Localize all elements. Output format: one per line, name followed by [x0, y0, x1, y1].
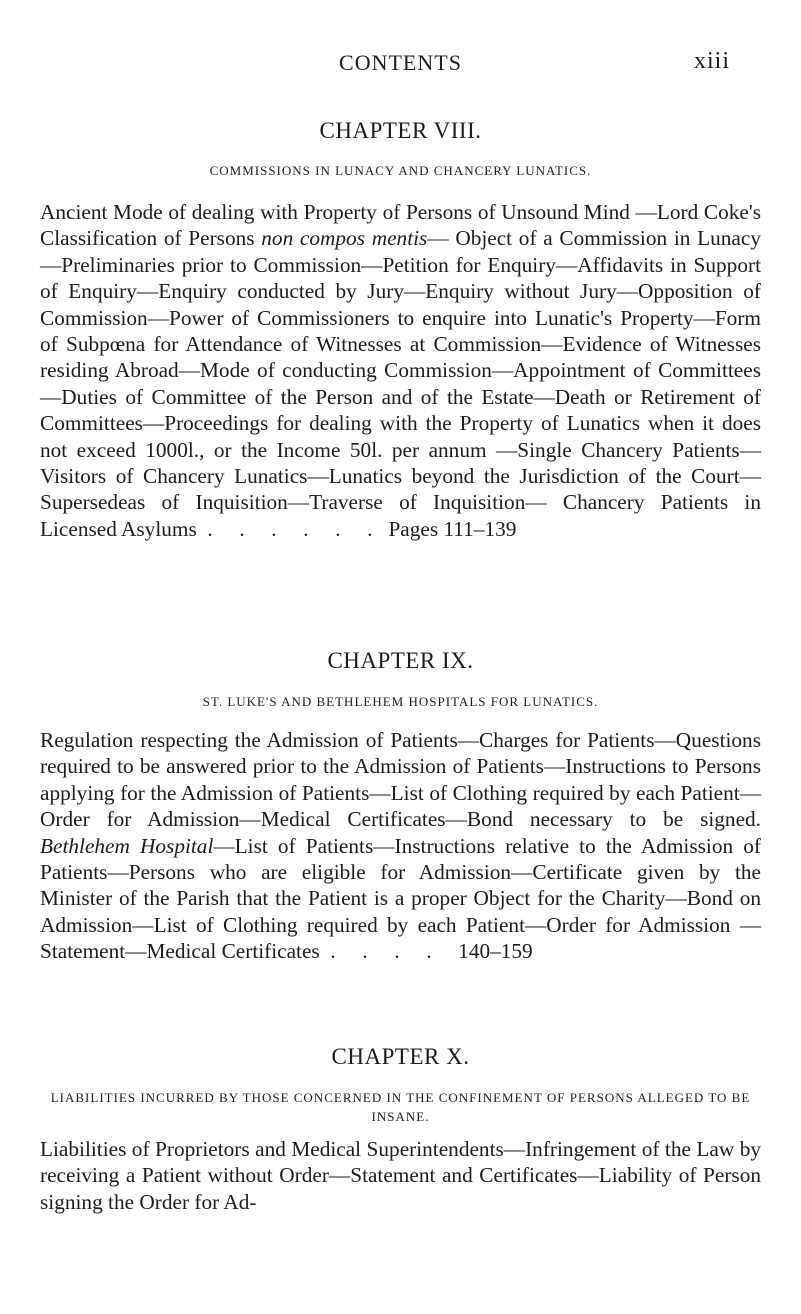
summary-italic-term: non compos mentis: [261, 226, 428, 251]
page-range: . . . . . . Pages 111–139: [196, 516, 517, 541]
chapter-heading: CHAPTER IX.: [327, 648, 474, 673]
chapter-subtitle: ST. LUKE'S AND BETHLEHEM HOSPITALS FOR LUNATICS.: [202, 694, 599, 709]
chapter-summary: [40, 1136, 761, 1215]
running-head: [0, 40, 801, 75]
page-number: xiii: [693, 48, 730, 74]
chapter-subtitle: LIABILITIES INCURRED BY THOSE CONCERNED IN THE CONFINEMENT OF PERSONS ALLEGED TO BE INSANE.: [50, 1090, 751, 1124]
summary-text: —List of Patients—Instructions relative to the Admission of Patients—Persons who are eligible for Admission—Certificate given by the Minister of the Parish that the Patient is a proper Object for the Charity—Bond on Admission—List of Clothing required by each Patient—Order for Admission —Statement—Medical Certificates: [40, 833, 761, 964]
summary-text: Liabilities of Proprietors and Medical Superintendents—Infringement of the Law by receiving a Patient without Order—Statement and Certificates—Liability of Person signing the Order for Ad-: [40, 1137, 761, 1214]
summary-text: Ancient Mode of dealing with Property of Persons of Unsound Mind —Lord Coke's Classification of Persons: [40, 200, 761, 251]
chapter-heading: CHAPTER VIII.: [319, 118, 482, 143]
page-range: . . . . 140–159: [319, 939, 533, 964]
chapter-summary: [40, 199, 761, 542]
chapter-section: [40, 1044, 761, 1215]
chapter-summary: [40, 727, 761, 965]
chapter-section: [40, 118, 761, 542]
summary-text: — Object of a Commission in Lunacy—Preliminaries prior to Commission—Petition for Enquiry—Affidavits in Support of Enquiry—Enquiry conducted by Jury—Enquiry without Jury—Opposition of Commission—Power of Commissioners to enquire into Lunatic's Property—Form of Subpœna for Attendance of Witnesses at Commission—Evidence of Witnesses residing Abroad—Mode of conducting Commission—Appointment of Committees—Duties of Committee of the Person and of the Estate—Death or Retirement of Committees—Proceedings for dealing with the Property of Lunatics when it does not exceed 1000l., or the Income 50l. per annum —Single Chancery Patients—Visitors of Chancery Lunatics—Lunatics beyond the Jurisdiction of the Court—Supersedeas of Inquisition—Traverse of Inquisition— Chancery Patients in Licensed Asylums: [40, 226, 761, 541]
chapter-subtitle: COMMISSIONS IN LUNACY AND CHANCERY LUNATICS.: [209, 163, 592, 178]
summary-text: Regulation respecting the Admission of Patients—Charges for Patients—Questions required to be answered prior to the Admission of Patients—Instructions to Persons applying for the Admission of Patients—List of Clothing required by each Patient—Order for Admission—Medical Certificates—Bond necessary to be signed.: [40, 728, 761, 832]
chapter-section: [40, 648, 761, 965]
summary-italic-term: Bethlehem Hospital: [40, 833, 214, 858]
running-title: CONTENTS: [339, 50, 462, 75]
chapter-heading: CHAPTER X.: [331, 1044, 470, 1069]
